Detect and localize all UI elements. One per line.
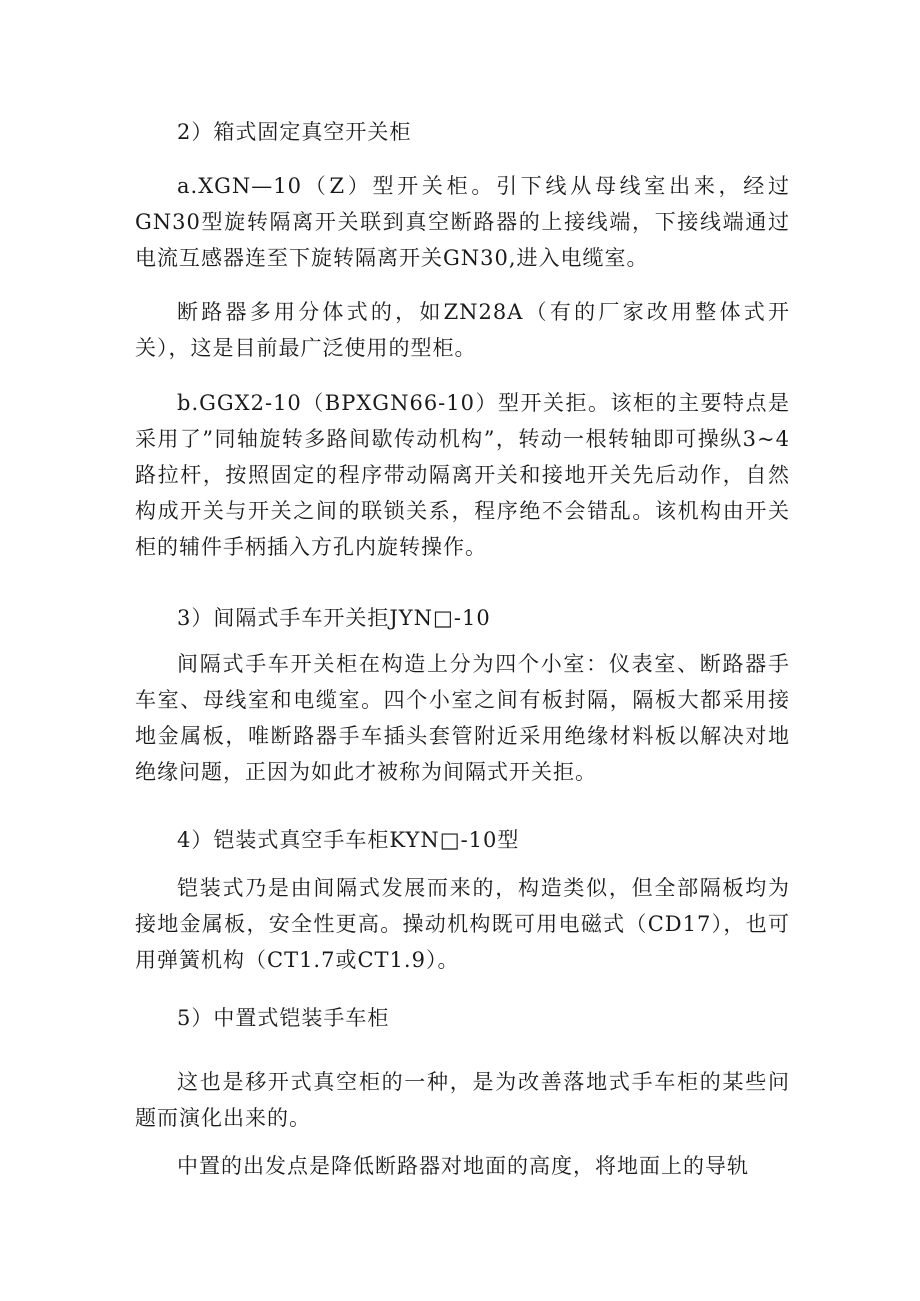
section-heading-5: 5）中置式铠装手车柜 xyxy=(177,1006,390,1030)
section-heading-2: 2）箱式固定真空开关柜 xyxy=(177,120,412,144)
paragraph-midmount: 这也是移开式真空柜的一种，是为改善落地式手车柜的某些问题而演化出来的。 xyxy=(135,1070,790,1130)
paragraph-jyn: 间隔式手车开关柜在构造上分为四个小室：仪表室、断路器手车室、母线室和电缆室。四个小室之间有板封隔，隔板大都采用接地金属板，唯断路器手车插头套管附近采用绝缘材料板以解决对地绝缘问题，正因为如此才被称为间隔式开关拒。 xyxy=(135,652,790,784)
paragraph-breaker: 断路器多用分体式的，如ZN28A（有的厂家改用整体式开关），这是目前最广泛使用的型柜。 xyxy=(135,300,790,360)
paragraph-midmount-2: 中置的出发点是降低断路器对地面的高度，将地面上的导轨 xyxy=(177,1154,749,1178)
section-heading-4: 4）铠装式真空手车柜KYN□-10型 xyxy=(177,828,520,852)
paragraph-kyn: 铠装式乃是由间隔式发展而来的，构造类似，但全部隔板均为接地金属板，安全性更高。操动机构既可用电磁式（CD17），也可用弹簧机构（CT1.7或CT1.9）。 xyxy=(135,876,790,972)
paragraph-ggx2: b.GGX2-10（BPXGN66-10）型开关拒。该柜的主要特点是采用了”同轴旋转多路间歇传动机构”，转动一根转轴即可操纵3~4路拉杆，按照固定的程序带动隔离开关和接地开关先后动作，自然构成开关与开关之间的联锁关系，程序绝不会错乱。该机构由开关柜的辅件手柄插入方孔内旋转操作。 xyxy=(135,391,790,559)
paragraph-xgn: a.XGN—10（Z）型开关柜。引下线从母线室出来，经过GN30型旋转隔离开关联到真空断路器的上接线端，下接线端通过电流互感器连至下旋转隔离开关GN30,进入电缆室。 xyxy=(135,174,790,270)
section-heading-3: 3）间隔式手车开关拒JYN□-10 xyxy=(177,606,491,630)
